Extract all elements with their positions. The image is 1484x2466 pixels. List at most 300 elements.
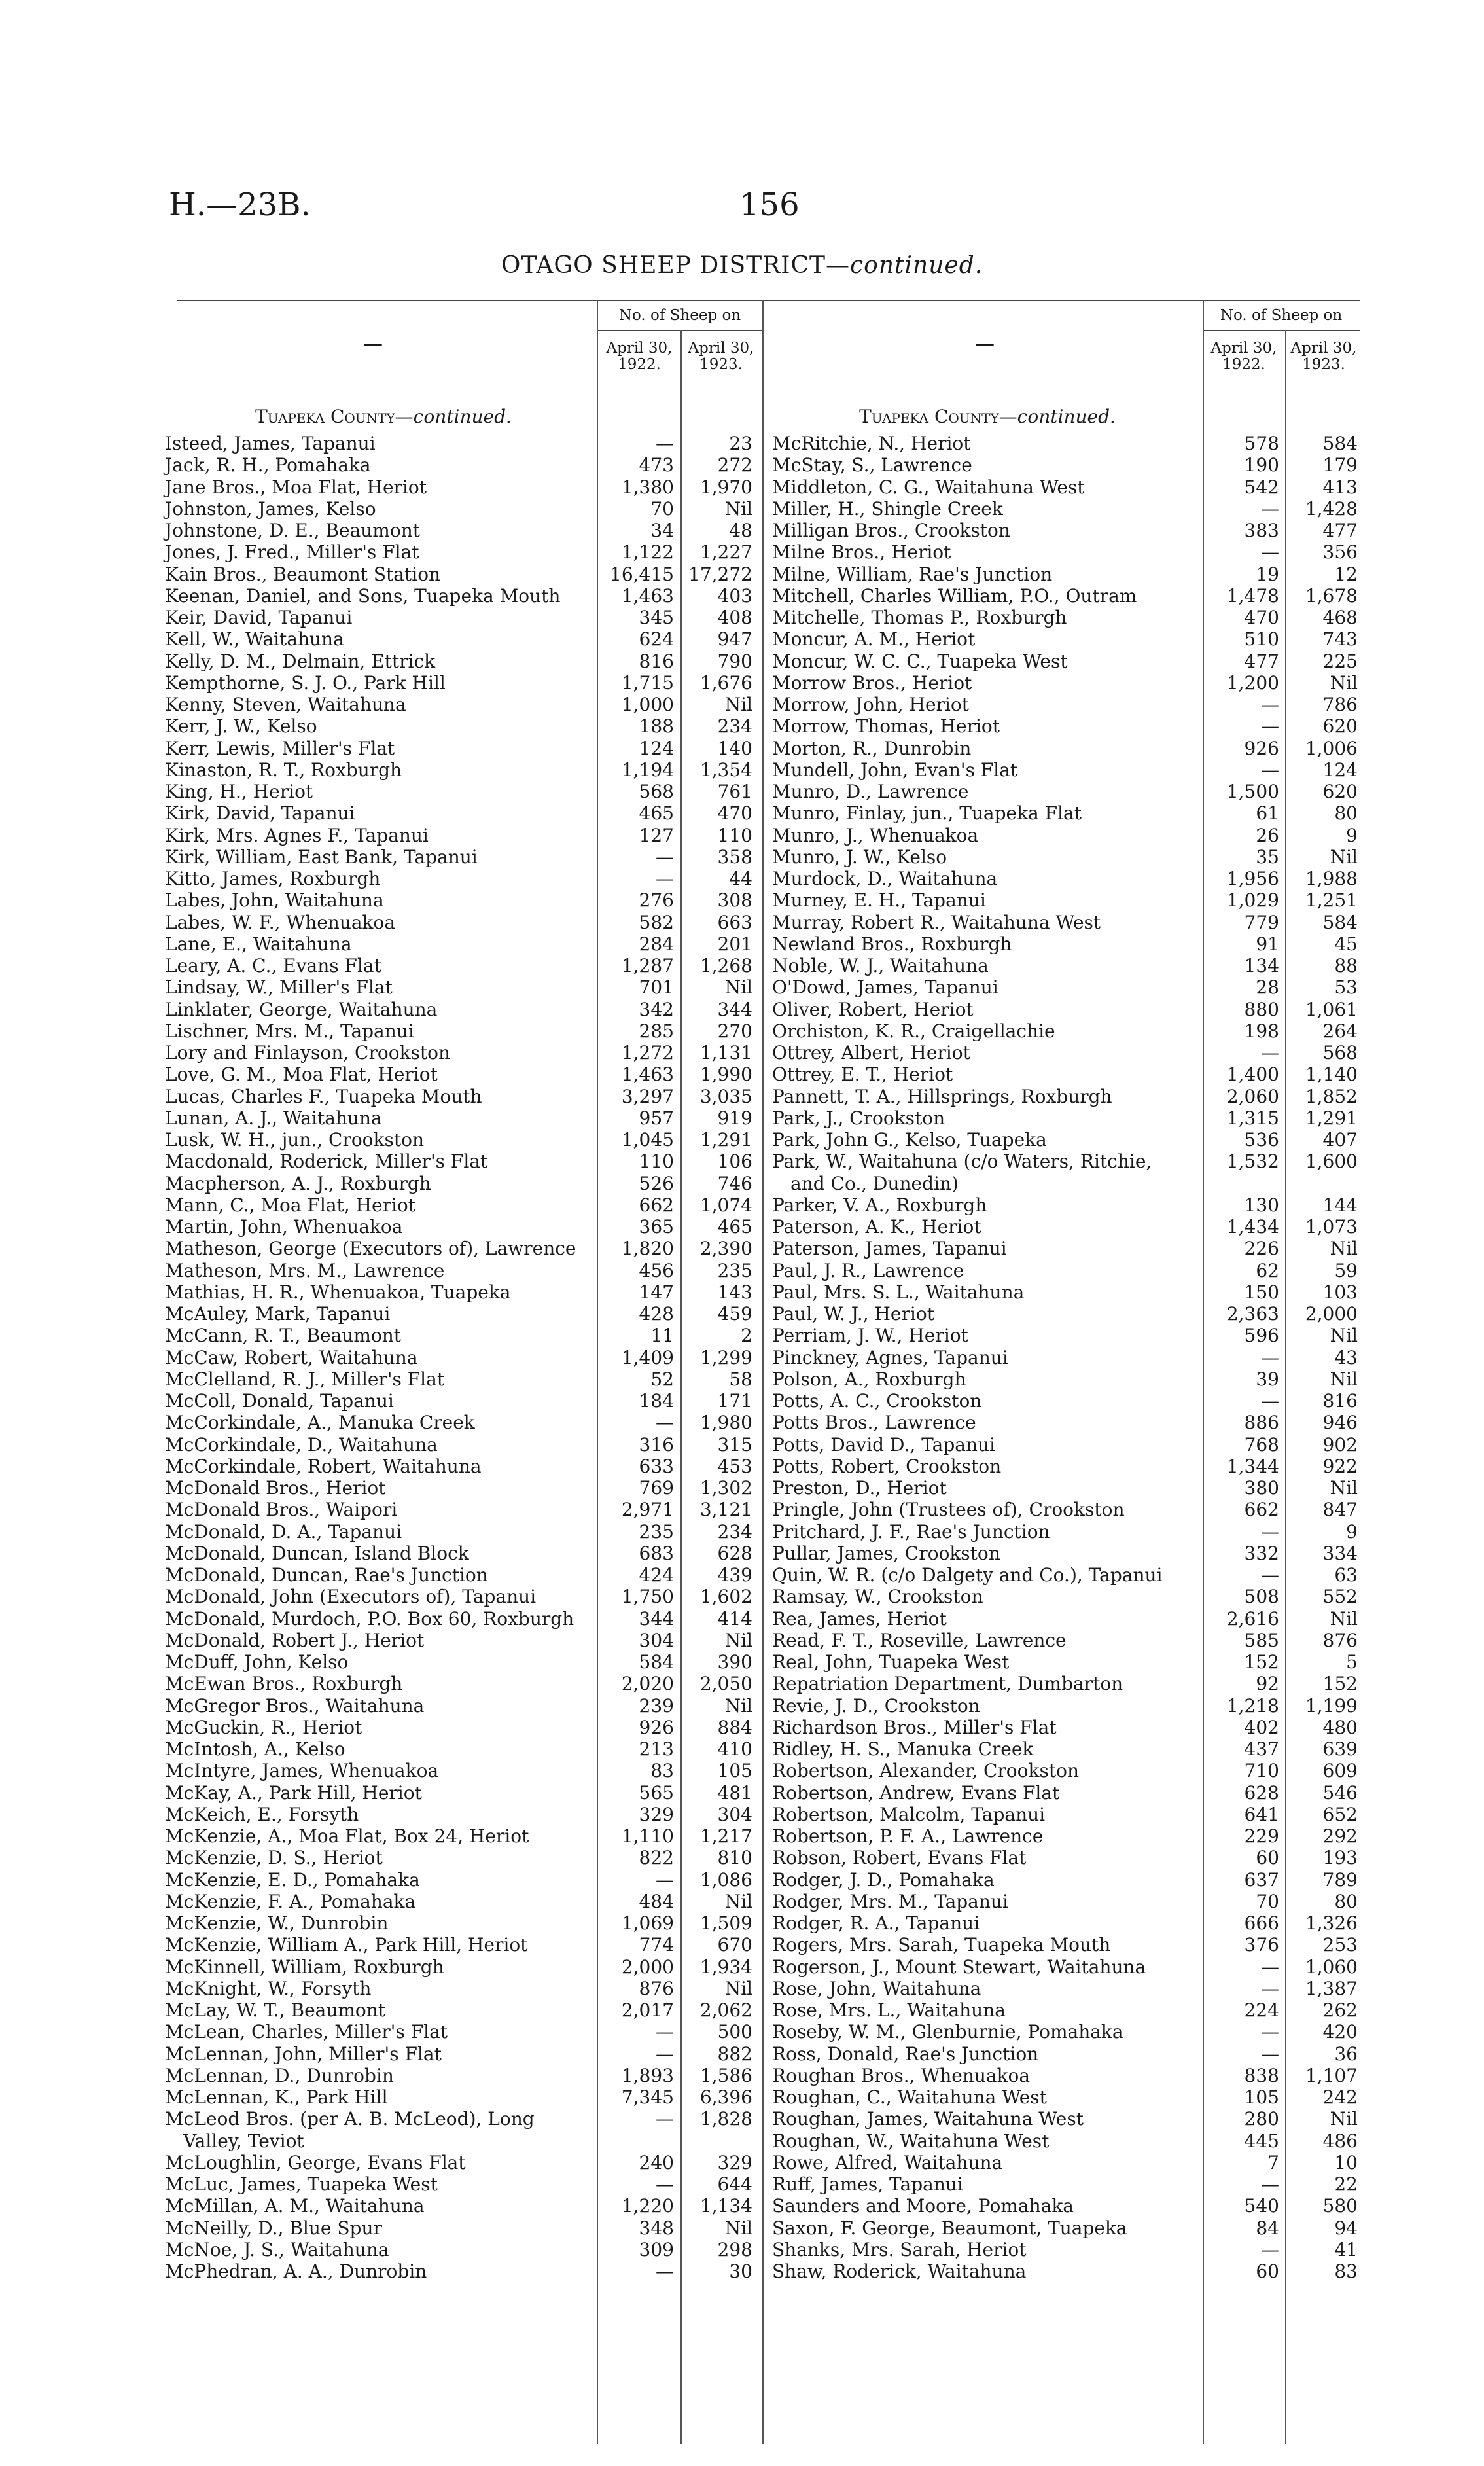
owner-name: Roughan Bros., Whenuakoa <box>772 2064 1031 2086</box>
sheep-1923: Nil <box>724 694 752 715</box>
sheep-1923: 789 <box>1322 1868 1358 1891</box>
owner-name: Rea, James, Heriot <box>772 1607 947 1630</box>
owner-name: Parker, V. A., Roxburgh <box>772 1194 987 1216</box>
owner-name: Kitto, James, Roxburgh <box>165 868 381 889</box>
owner-name: McKay, A., Park Hill, Heriot <box>165 1781 422 1804</box>
owner-name: Murdock, D., Waitahuna <box>772 868 998 889</box>
owner-name: McKenzie, E. D., Pomahaka <box>165 1868 420 1891</box>
sheep-1923: 500 <box>717 2021 752 2043</box>
sheep-1923: Nil <box>1330 1325 1358 1347</box>
table-row <box>772 2021 1479 2043</box>
sheep-1923: 2 <box>741 1325 752 1347</box>
owner-name: McRitchie, N., Heriot <box>772 433 971 454</box>
sheep-1922: 1,220 <box>621 2195 674 2217</box>
table-row <box>772 1086 1479 1107</box>
owner-name: Paterson, James, Tapanui <box>772 1238 1007 1260</box>
sheep-1922: 2,017 <box>621 1999 674 2021</box>
owner-name: Quin, W. R. (c/o Dalgety and Co.), Tapanui <box>772 1564 1163 1586</box>
sheep-1923: Nil <box>724 2217 752 2239</box>
sheep-1922: 280 <box>1244 2108 1279 2130</box>
sheep-1923: 1,387 <box>1305 1977 1358 1999</box>
table-row <box>772 1956 1479 1978</box>
sheep-1922: 582 <box>639 911 674 933</box>
owner-name: Moncur, A. M., Heriot <box>772 628 976 651</box>
sheep-1922: — <box>1261 541 1279 563</box>
sheep-1922: 365 <box>639 1216 674 1238</box>
sheep-1923: 59 <box>1334 1259 1358 1281</box>
sheep-1922: 226 <box>1244 1238 1279 1260</box>
table-row <box>772 2195 1479 2217</box>
table-row <box>772 912 1479 933</box>
sheep-1922: 316 <box>639 1433 674 1456</box>
table-row <box>772 651 1479 672</box>
sheep-1922: 150 <box>1244 1281 1279 1303</box>
sheep-1923: 1,061 <box>1305 998 1358 1020</box>
sheep-1922: — <box>1261 1977 1279 1999</box>
sheep-1922: 886 <box>1244 1412 1279 1434</box>
table-row <box>772 781 1479 802</box>
table-row <box>772 433 1479 454</box>
sheep-1922: 1,400 <box>1226 1063 1279 1086</box>
table-row <box>772 563 1479 585</box>
owner-name: Jones, J. Fred., Miller's Flat <box>165 541 419 563</box>
owner-name: McDonald, D. A., Tapanui <box>165 1520 402 1543</box>
sheep-1922: 424 <box>639 1564 674 1586</box>
sheep-1923: 124 <box>1322 759 1358 781</box>
sheep-1923: 2,000 <box>1305 1303 1358 1325</box>
table-row <box>772 1564 1479 1586</box>
sheep-1923: 17,272 <box>688 563 752 585</box>
sheep-1923: 882 <box>717 2043 752 2065</box>
right-column-list <box>772 433 1479 2282</box>
sheep-1922: 838 <box>1244 2064 1279 2086</box>
sheep-1922: 624 <box>639 628 674 651</box>
table-row <box>772 846 1479 868</box>
sheep-1923: 902 <box>1322 1433 1358 1456</box>
sheep-1922: 124 <box>639 737 674 759</box>
page-title <box>0 252 1484 279</box>
sheep-1923: Nil <box>1330 1238 1358 1260</box>
owner-name: Rogers, Mrs. Sarah, Tuapeka Mouth <box>772 1934 1111 1956</box>
sheep-1923: 1,086 <box>699 1868 752 1891</box>
sheep-1923: 94 <box>1334 2217 1358 2239</box>
sheep-1922: 957 <box>639 1107 674 1129</box>
sheep-1922: — <box>1261 715 1279 738</box>
sheep-1923: 1,131 <box>699 1042 752 1063</box>
table-row <box>772 1825 1479 1847</box>
owner-name: Kirk, Mrs. Agnes F., Tapanui <box>165 824 429 846</box>
sheep-1923: 1,291 <box>699 1129 752 1151</box>
sheep-1922: — <box>656 846 674 868</box>
owner-name: McLennan, John, Miller's Flat <box>165 2043 442 2065</box>
sheep-1923: 12 <box>1334 563 1358 585</box>
owner-name: Newland Bros., Roxburgh <box>772 933 1012 955</box>
sheep-1923: 481 <box>717 1781 752 1804</box>
sheep-1923: 816 <box>1322 1390 1358 1412</box>
sheep-1922: — <box>656 868 674 889</box>
left-year1-header: April 30, 1922. <box>606 340 673 373</box>
owner-name: Milne Bros., Heriot <box>772 541 951 563</box>
sheep-1922: 332 <box>1244 1542 1279 1564</box>
sheep-1922: 510 <box>1244 628 1279 651</box>
owner-name: Robertson, Andrew, Evans Flat <box>772 1781 1060 1804</box>
sheep-1923: 1,268 <box>699 955 752 976</box>
sheep-1922: 61 <box>1256 802 1279 825</box>
sheep-1923: 420 <box>1322 2021 1358 2043</box>
sheep-1922: — <box>656 2043 674 2065</box>
table-row <box>772 1303 1479 1325</box>
sheep-1922: 1,344 <box>1226 1455 1279 1477</box>
owner-name: Kinaston, R. T., Roxburgh <box>165 759 402 781</box>
sheep-1923: 298 <box>717 2238 752 2260</box>
table-row <box>772 1151 1479 1172</box>
sheep-1922: 1,122 <box>621 541 674 563</box>
sheep-1922: 540 <box>1244 2195 1279 2217</box>
sheep-1923: 193 <box>1322 1847 1358 1869</box>
sheep-1922: — <box>656 2108 674 2130</box>
owner-name: Lucas, Charles F., Tuapeka Mouth <box>165 1085 482 1107</box>
owner-name: Paul, W. J., Heriot <box>772 1303 934 1325</box>
sheep-1922: 1,315 <box>1226 1107 1279 1129</box>
table-row <box>772 1978 1479 1999</box>
owner-name: Lory and Finlayson, Crookston <box>165 1042 451 1063</box>
sheep-1922: 2,971 <box>621 1499 674 1521</box>
sheep-1922: 880 <box>1244 998 1279 1020</box>
owner-name: Linklater, George, Waitahuna <box>165 998 438 1020</box>
owner-name: Kenny, Steven, Waitahuna <box>165 694 406 715</box>
left-county-continued: continued. <box>413 406 512 427</box>
table-row <box>772 1999 1479 2021</box>
sheep-1923: 922 <box>1322 1455 1358 1477</box>
sheep-1923: 242 <box>1322 2086 1358 2108</box>
table-row <box>772 976 1479 998</box>
sheep-1922: 11 <box>650 1325 674 1347</box>
owner-name: Revie, J. D., Crookston <box>772 1694 980 1717</box>
owner-name: McDuff, John, Kelso <box>165 1651 349 1673</box>
sheep-1923: 235 <box>717 1259 752 1281</box>
sheep-1922: 383 <box>1244 520 1279 541</box>
sheep-1922: 345 <box>639 607 674 628</box>
owner-name: Munro, Finlay, jun., Tuapeka Flat <box>772 802 1082 825</box>
sheep-1922: 768 <box>1244 1433 1279 1456</box>
sheep-1923: 663 <box>717 911 752 933</box>
sheep-1923: Nil <box>1330 1607 1358 1630</box>
owner-name: Kerr, J. W., Kelso <box>165 715 317 738</box>
sheep-1923: 9 <box>1346 824 1358 846</box>
sheep-1922: — <box>656 2021 674 2043</box>
owner-name: Leary, A. C., Evans Flat <box>165 955 381 976</box>
sheep-1923: 30 <box>729 2260 752 2282</box>
owner-name: McCorkindale, Robert, Waitahuna <box>165 1455 482 1477</box>
sheep-1923: 609 <box>1322 1760 1358 1782</box>
owner-name: Miller, H., Shingle Creek <box>772 497 1003 520</box>
sheep-1923: 876 <box>1322 1629 1358 1651</box>
sheep-1922: 147 <box>639 1281 674 1303</box>
sheep-1923: 334 <box>1322 1542 1358 1564</box>
owner-name: McNoe, J. S., Waitahuna <box>165 2238 389 2260</box>
sheep-1923: 468 <box>1322 607 1358 628</box>
sheep-1923: 179 <box>1322 454 1358 476</box>
sheep-1923: 884 <box>717 1716 752 1738</box>
owner-name: Pringle, John (Trustees of), Crookston <box>772 1499 1125 1521</box>
sheep-1923: Nil <box>724 1629 752 1651</box>
owner-name: Rose, John, Waitahuna <box>772 1977 981 1999</box>
sheep-1923: 201 <box>717 933 752 955</box>
table-row <box>772 1499 1479 1520</box>
sheep-1922: 1,500 <box>1226 781 1279 802</box>
owner-name: McCorkindale, A., Manuka Creek <box>165 1412 475 1434</box>
owner-name: Morton, R., Dunrobin <box>772 737 972 759</box>
table-row <box>772 1869 1479 1891</box>
table-row <box>772 1521 1479 1543</box>
sheep-1923: 1,354 <box>699 759 752 781</box>
owner-name: Pinckney, Agnes, Tapanui <box>772 1346 1008 1368</box>
sheep-1922: — <box>1261 2238 1279 2260</box>
sheep-1922: 62 <box>1256 1259 1279 1281</box>
sheep-1922: 816 <box>639 650 674 672</box>
sheep-1923: 103 <box>1322 1281 1358 1303</box>
owner-name: McLennan, D., Dunrobin <box>165 2064 394 2086</box>
owner-name: McKenzie, D. S., Heriot <box>165 1847 383 1869</box>
table-row <box>772 1543 1479 1564</box>
owner-name: Potts, David D., Tapanui <box>772 1433 995 1456</box>
sheep-1922: 536 <box>1244 1129 1279 1151</box>
sheep-1922: 774 <box>639 1934 674 1956</box>
sheep-1923: 644 <box>717 2173 752 2195</box>
owner-name: Robertson, Alexander, Crookston <box>772 1760 1079 1782</box>
sheep-1923: 6,396 <box>699 2086 752 2108</box>
owner-name: Keir, David, Tapanui <box>165 607 353 628</box>
owner-name: Rodger, Mrs. M., Tapanui <box>772 1890 1008 1912</box>
sheep-1922: 70 <box>1256 1890 1279 1912</box>
sheep-1923: Nil <box>724 497 752 520</box>
owner-name: McDonald Bros., Heriot <box>165 1477 386 1499</box>
sheep-1923: 262 <box>1322 1999 1358 2021</box>
sheep-1922: 240 <box>639 2151 674 2173</box>
table-row <box>772 2152 1479 2173</box>
owner-name: McKenzie, William A., Park Hill, Heriot <box>165 1934 528 1956</box>
document-reference: H.—23B. <box>169 187 311 223</box>
right-year1-header: April 30, 1922. <box>1210 340 1277 373</box>
table-row <box>772 2173 1479 2195</box>
owner-name: Mundell, John, Evan's Flat <box>772 759 1018 781</box>
table-row <box>772 1477 1479 1499</box>
sheep-1923: 407 <box>1322 1129 1358 1151</box>
sheep-1922: — <box>1261 1390 1279 1412</box>
sheep-1922: — <box>656 2173 674 2195</box>
sheep-1923: 1,602 <box>699 1586 752 1608</box>
table-row <box>772 1434 1479 1456</box>
table-row <box>772 1260 1479 1281</box>
sheep-1922: 1,194 <box>621 759 674 781</box>
sheep-1922: 84 <box>1256 2217 1279 2239</box>
sheep-1923: 1,217 <box>699 1825 752 1847</box>
sheep-1922: 779 <box>1244 911 1279 933</box>
sheep-1923: 80 <box>1334 1890 1358 1912</box>
sheep-1922: 1,409 <box>621 1346 674 1368</box>
sheep-1922: 1,532 <box>1226 1151 1279 1173</box>
sheep-1922: 822 <box>639 1847 674 1869</box>
owner-name: Roughan, C., Waitahuna West <box>772 2086 1047 2108</box>
owner-name: Polson, A., Roxburgh <box>772 1368 966 1390</box>
sheep-1922: 568 <box>639 781 674 802</box>
table-row <box>772 1847 1479 1868</box>
sheep-1923: 1,299 <box>699 1346 752 1368</box>
owner-name: Matheson, Mrs. M., Lawrence <box>165 1259 445 1281</box>
sheep-1923: 477 <box>1322 520 1358 541</box>
sheep-1923: 1,006 <box>1305 737 1358 759</box>
sheep-1923: 143 <box>717 1281 752 1303</box>
sheep-1922: 876 <box>639 1977 674 1999</box>
table-top-rule <box>177 300 1360 301</box>
sheep-1923: 44 <box>729 868 752 889</box>
table-row <box>772 1912 1479 1934</box>
owner-name: Kirk, David, Tapanui <box>165 802 355 825</box>
sheep-1923: 171 <box>717 1390 752 1412</box>
table-row <box>772 1390 1479 1412</box>
sheep-1923: 652 <box>1322 1803 1358 1825</box>
sheep-1922: 542 <box>1244 476 1279 498</box>
sheep-1923: 308 <box>717 889 752 912</box>
left-county-heading <box>170 406 597 427</box>
owner-name: McLean, Charles, Miller's Flat <box>165 2021 448 2043</box>
sheep-1923: 304 <box>717 1803 752 1825</box>
sheep-1923: 43 <box>1334 1346 1358 1368</box>
sheep-1922: 1,218 <box>1226 1694 1279 1717</box>
sheep-1922: 184 <box>639 1390 674 1412</box>
sheep-1923: 459 <box>717 1303 752 1325</box>
sheep-1922: 28 <box>1256 976 1279 999</box>
owner-name: Mitchell, Charles William, P.O., Outram <box>772 584 1137 607</box>
owner-name: McCann, R. T., Beaumont <box>165 1325 402 1347</box>
table-row <box>772 1456 1479 1477</box>
sheep-1923: 9 <box>1346 1520 1358 1543</box>
sheep-1922: 2,616 <box>1226 1607 1279 1630</box>
sheep-1922: 52 <box>650 1368 674 1390</box>
sheep-1923: 1,678 <box>1305 584 1358 607</box>
sheep-1922: 348 <box>639 2217 674 2239</box>
owner-name: Mitchelle, Thomas P., Roxburgh <box>772 607 1067 628</box>
table-row <box>772 1194 1479 1216</box>
page-number: 156 <box>739 187 800 223</box>
sheep-1923: Nil <box>724 976 752 999</box>
sheep-1923: 946 <box>1322 1412 1358 1434</box>
owner-name: Oliver, Robert, Heriot <box>772 998 974 1020</box>
sheep-1923: 1,074 <box>699 1194 752 1216</box>
sheep-1923: 480 <box>1322 1716 1358 1738</box>
owner-name: Real, John, Tuapeka West <box>772 1651 1010 1673</box>
sheep-1923: 58 <box>729 1368 752 1390</box>
owner-name: Kempthorne, S. J. O., Park Hill <box>165 671 446 694</box>
sheep-1923: 272 <box>717 454 752 476</box>
owner-name: Rodger, J. D., Pomahaka <box>772 1868 995 1891</box>
sheep-1922: 1,463 <box>621 584 674 607</box>
owner-name: McKnight, W., Forsyth <box>165 1977 372 1999</box>
sheep-1922: 465 <box>639 802 674 825</box>
sheep-1922: 1,434 <box>1226 1216 1279 1238</box>
sheep-1922: 152 <box>1244 1651 1279 1673</box>
owner-name: McPhedran, A. A., Dunrobin <box>165 2260 427 2282</box>
sheep-1922: — <box>656 1868 674 1891</box>
sheep-1922: 329 <box>639 1803 674 1825</box>
owner-name: Lusk, W. H., jun., Crookston <box>165 1129 425 1151</box>
owner-name: Jack, R. H., Pomahaka <box>165 454 371 476</box>
sheep-1923: 292 <box>1322 1825 1358 1847</box>
table-row <box>772 1281 1479 1303</box>
sheep-1922: 70 <box>650 497 674 520</box>
sheep-1922: — <box>1261 2173 1279 2195</box>
table-row <box>772 1651 1479 1673</box>
table-row <box>772 1891 1479 1912</box>
sheep-1923: 639 <box>1322 1738 1358 1760</box>
sheep-1923: 234 <box>717 1520 752 1543</box>
sheep-1922: 683 <box>639 1542 674 1564</box>
sheep-1923: 23 <box>729 433 752 454</box>
owner-name: and Co., Dunedin) <box>790 1172 959 1194</box>
owner-name: Ramsay, W., Crookston <box>772 1586 983 1608</box>
table-row <box>772 520 1479 541</box>
sheep-1923: 414 <box>717 1607 752 1630</box>
sheep-1923: 358 <box>717 846 752 868</box>
owner-name: Johnstone, D. E., Beaumont <box>165 520 420 541</box>
sheep-1922: 39 <box>1256 1368 1279 1390</box>
sheep-1922: 526 <box>639 1172 674 1194</box>
sheep-1922: 633 <box>639 1455 674 1477</box>
sheep-1922: 1,000 <box>621 694 674 715</box>
owner-name: Love, G. M., Moa Flat, Heriot <box>165 1063 438 1086</box>
table-row <box>772 454 1479 476</box>
sheep-1923: 5 <box>1346 1651 1358 1673</box>
sheep-1923: 140 <box>717 737 752 759</box>
owner-name: Keenan, Daniel, and Sons, Tuapeka Mouth <box>165 584 561 607</box>
sheep-1923: 1,140 <box>1305 1063 1358 1086</box>
sheep-1923: 270 <box>717 1020 752 1042</box>
owner-name: Kelly, D. M., Delmain, Ettrick <box>165 650 436 672</box>
owner-name: McGregor Bros., Waitahuna <box>165 1694 425 1717</box>
sheep-1922: 484 <box>639 1890 674 1912</box>
owner-name: Perriam, J. W., Heriot <box>772 1325 968 1347</box>
table-row <box>772 1695 1479 1717</box>
sheep-1922: 628 <box>1244 1781 1279 1804</box>
sheep-1923: 80 <box>1334 802 1358 825</box>
owner-name: Murney, E. H., Tapanui <box>772 889 986 912</box>
sheep-1923: 3,035 <box>699 1085 752 1107</box>
owner-name: Kain Bros., Beaumont Station <box>165 563 441 585</box>
table-row <box>772 1738 1479 1760</box>
sheep-1922: 35 <box>1256 846 1279 868</box>
sheep-1922: 637 <box>1244 1868 1279 1891</box>
sheep-1923: 580 <box>1322 2195 1358 2217</box>
sheep-1922: 91 <box>1256 933 1279 955</box>
sheep-1922: 134 <box>1244 955 1279 976</box>
table-row <box>772 628 1479 650</box>
sheep-1923: 552 <box>1322 1586 1358 1608</box>
sheep-1923: 1,227 <box>699 541 752 563</box>
sheep-1922: 578 <box>1244 433 1279 454</box>
sheep-1922: 1,045 <box>621 1129 674 1151</box>
sheep-1922: 190 <box>1244 454 1279 476</box>
sheep-1923: 1,199 <box>1305 1694 1358 1717</box>
sheep-1923: 1,980 <box>699 1412 752 1434</box>
table-row <box>772 2108 1479 2130</box>
sheep-1923: 486 <box>1322 2130 1358 2152</box>
sheep-1922: — <box>1261 694 1279 715</box>
table-row <box>772 476 1479 498</box>
sheep-1923: 1,251 <box>1305 889 1358 912</box>
sheep-1923: 110 <box>717 824 752 846</box>
sheep-1923: 225 <box>1322 650 1358 672</box>
owner-name: McDonald, John (Executors of), Tapanui <box>165 1586 537 1608</box>
